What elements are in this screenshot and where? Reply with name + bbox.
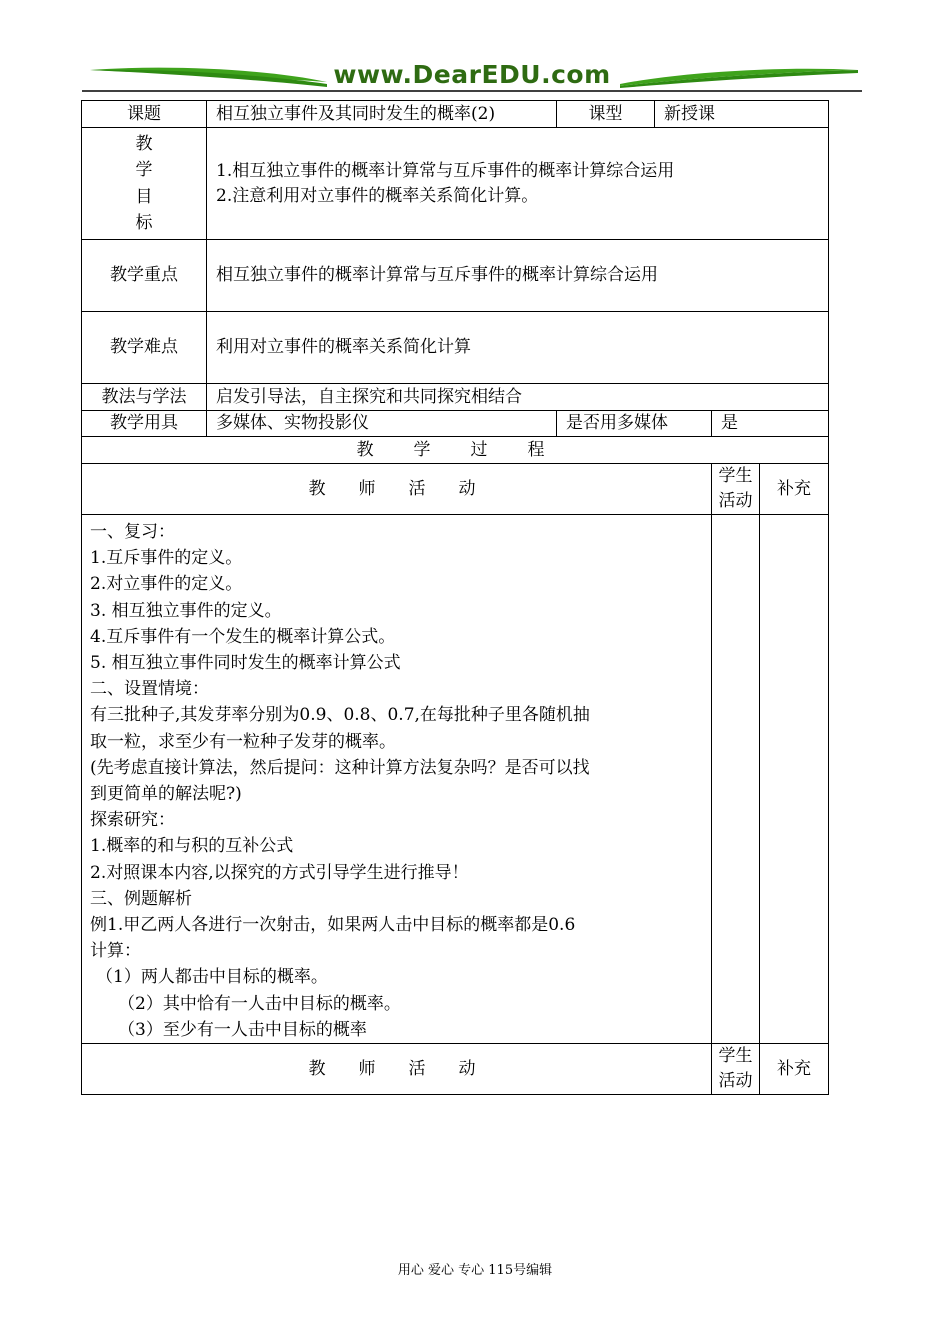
page-footer: 用心 爱心 专心 115号编辑 (397, 1263, 553, 1278)
method-row (82, 384, 829, 411)
content-line: 2.对照课本内容,以探究的方式引导学生进行推导！ (90, 862, 469, 883)
method-label: 教法与学法 (82, 384, 207, 411)
student-activity-cell (712, 515, 760, 1044)
content-line: 到更简单的解法呢?) (90, 784, 242, 805)
subject-value: 相互独立事件及其同时发生的概率(2) (207, 101, 557, 128)
key-point-label: 教学重点 (82, 240, 207, 312)
content-line: (先考虑直接计算法，然后提问：这种计算方法复杂吗？是否可以找 (90, 757, 590, 778)
multimedia-label: 是否用多媒体 (557, 411, 712, 437)
method-value: 启发引导法，自主探究和共同探究相结合 (207, 384, 829, 411)
activity-header-row (82, 464, 829, 515)
multimedia-value: 是 (712, 411, 829, 437)
difficulty-row (82, 312, 829, 384)
content-line: 5. 相互独立事件同时发生的概率计算公式 (90, 653, 401, 674)
tools-label: 教学用具 (82, 411, 207, 437)
site-header-banner (82, 56, 862, 100)
process-title: 教学过程 (82, 437, 829, 464)
tools-value: 多媒体、实物投影仪 (207, 411, 557, 437)
teacher-activity-header: 教师活动 (82, 464, 712, 515)
content-line: 一、复习： (90, 522, 175, 542)
content-line: 探索研究： (90, 810, 175, 831)
process-title-row (82, 437, 829, 464)
content-line: （2）其中恰有一人击中目标的概率。 (118, 993, 401, 1014)
content-line: 1.互斥事件的定义。 (90, 548, 243, 569)
student-activity-footer: 学生活动 (712, 1044, 760, 1095)
objective-item: 2.注意利用对立事件的概率关系简化计算。 (216, 185, 539, 206)
teacher-activity-footer: 教师活动 (82, 1044, 712, 1095)
supplement-footer: 补充 (760, 1044, 829, 1095)
difficulty-label: 教学难点 (82, 312, 207, 384)
objectives-value (207, 128, 829, 240)
content-line: 2.对立事件的定义。 (90, 574, 243, 595)
content-row (82, 515, 829, 1044)
key-point-value: 相互独立事件的概率计算常与互斥事件的概率计算综合运用 (207, 240, 829, 312)
difficulty-value: 利用对立事件的概率关系简化计算 (207, 312, 829, 384)
subject-row (82, 101, 829, 128)
tools-row (82, 411, 829, 437)
content-line: 1.概率的和与积的互补公式 (90, 836, 294, 857)
objective-item: 1.相互独立事件的概率计算常与互斥事件的概率计算综合运用 (216, 160, 675, 181)
activity-footer-row (82, 1044, 829, 1095)
content-line: （3）至少有一人击中目标的概率 (118, 1019, 367, 1040)
content-line: 3. 相互独立事件的定义。 (90, 600, 282, 621)
site-logo-text: www.DearEDU.com (333, 60, 611, 89)
content-line: 计算： (90, 941, 141, 962)
supplement-cell (760, 515, 829, 1044)
subject-label: 课题 (82, 101, 207, 128)
lesson-plan-table (81, 100, 829, 1095)
objectives-label: 教 学 目 标 (82, 128, 207, 240)
content-line: 4.互斥事件有一个发生的概率计算公式。 (90, 626, 396, 647)
content-line: 例1.甲乙两人各进行一次射击，如果两人击中目标的概率都是0.6 (90, 915, 576, 936)
content-line: 三、例题解析 (90, 888, 192, 909)
type-label: 课型 (557, 101, 655, 128)
type-value: 新授课 (655, 101, 829, 128)
content-line: （1）两人都击中目标的概率。 (96, 967, 328, 988)
teacher-content (82, 515, 712, 1044)
content-line: 二、设置情境： (90, 679, 209, 700)
key-point-row (82, 240, 829, 312)
student-activity-header: 学生活动 (712, 464, 760, 515)
supplement-header: 补充 (760, 464, 829, 515)
content-line: 取一粒，求至少有一粒种子发芽的概率。 (90, 731, 396, 752)
content-line: 有三批种子,其发芽率分别为0.9、0.8、0.7,在每批种子里各随机抽 (90, 705, 590, 726)
objectives-row (82, 128, 829, 240)
